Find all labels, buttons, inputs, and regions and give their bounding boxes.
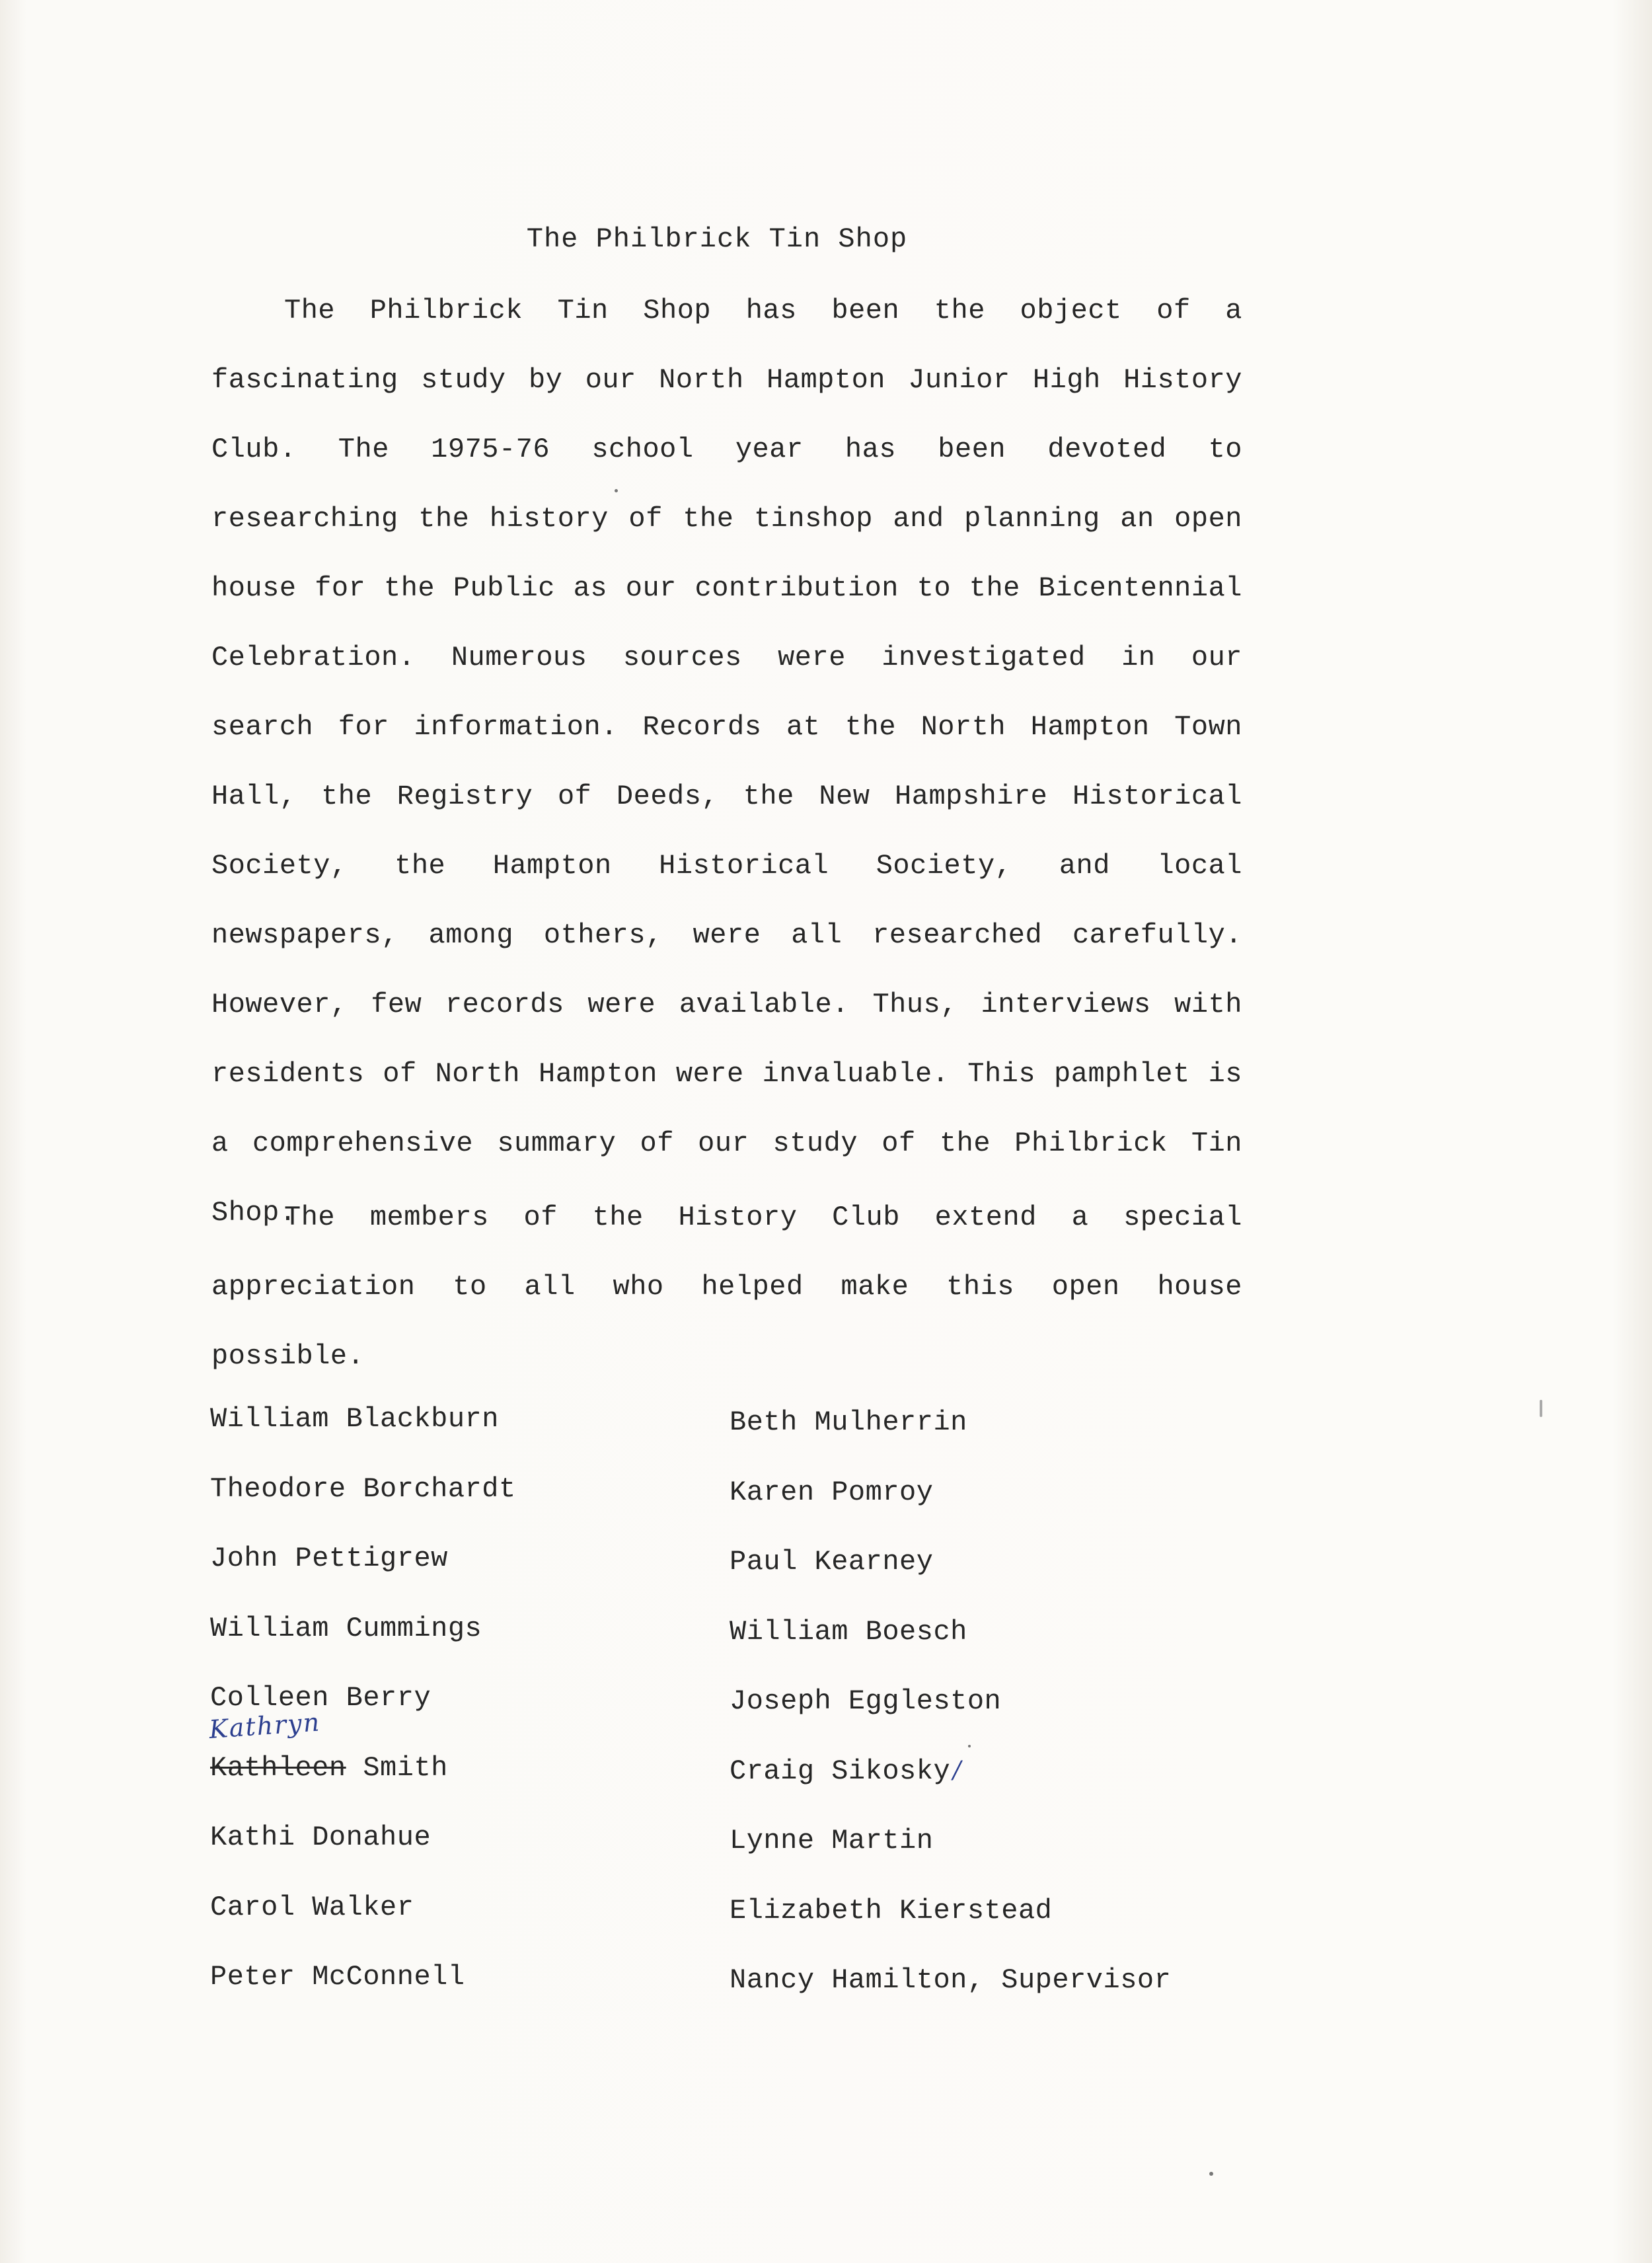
appreciation-paragraph (211, 1183, 1242, 1391)
intro-paragraph-text: The Philbrick Tin Shop has been the object of a fascinating study by our North Hampton Junior High History Club. The 1975-76 school year has been devoted to researching the history of the tinshop and planning an open house for the Public as our contribution to the Bicentennial Celebration. Numerous sources were investigated in our search for information. Records at the North Hampton Town Hall, the Registry of Deeds, the New Hampshire Historical Society, the Hampton Historical Society, and local newspapers, among others, were all researched carefully. However, few records were available. Thus, interviews with residents of North Hampton were invaluable. This pamphlet is a comprehensive summary of our study of the Philbrick Tin Shop. (211, 295, 1242, 1229)
member-name: William Blackburn (210, 1403, 499, 1435)
member-name: Lynne Martin (730, 1825, 934, 1857)
member-name: Craig Sikosky (730, 1755, 951, 1787)
member-name: Karen Pomroy (730, 1476, 934, 1508)
intro-paragraph (211, 276, 1242, 1248)
member-list-right (730, 1395, 1171, 2022)
member-name: William Boesch (730, 1615, 967, 1648)
member-name: Kathi Donahue (210, 1822, 432, 1853)
member-name: Peter McConnell (210, 1961, 465, 1993)
member-name: Nancy Hamilton, Supervisor (730, 1964, 1172, 1996)
member-list-left (207, 1391, 516, 2019)
member-surname: Smith (346, 1751, 448, 1784)
member-name: Theodore Borchardt (210, 1473, 516, 1505)
pen-tick-mark-icon: / (953, 1757, 961, 1784)
member-name: Joseph Eggleston (730, 1685, 1002, 1717)
paper-speck (968, 1745, 971, 1747)
paper-speck (1540, 1400, 1542, 1417)
member-name: Carol Walker (210, 1891, 414, 1923)
member-name: William Cummings (210, 1612, 482, 1644)
paper-speck (1209, 2172, 1213, 2176)
member-name: Colleen Berry (210, 1682, 432, 1714)
member-name-corrected (210, 1740, 516, 1810)
appreciation-paragraph-text: The members of the History Club extend a special appreciation to all who helped make this open house possible. (211, 1202, 1242, 1372)
member-name: Paul Kearney (730, 1546, 934, 1578)
handwritten-correction: Kathryn (207, 1707, 322, 1744)
member-name: Beth Mulherrin (730, 1406, 967, 1438)
member-name: Elizabeth Kierstead (730, 1894, 1053, 1927)
paper-speck (615, 489, 618, 492)
struck-first-name: Kathleen (210, 1751, 346, 1784)
member-name: John Pettigrew (210, 1543, 448, 1574)
page-title: The Philbrick Tin Shop (526, 223, 908, 255)
